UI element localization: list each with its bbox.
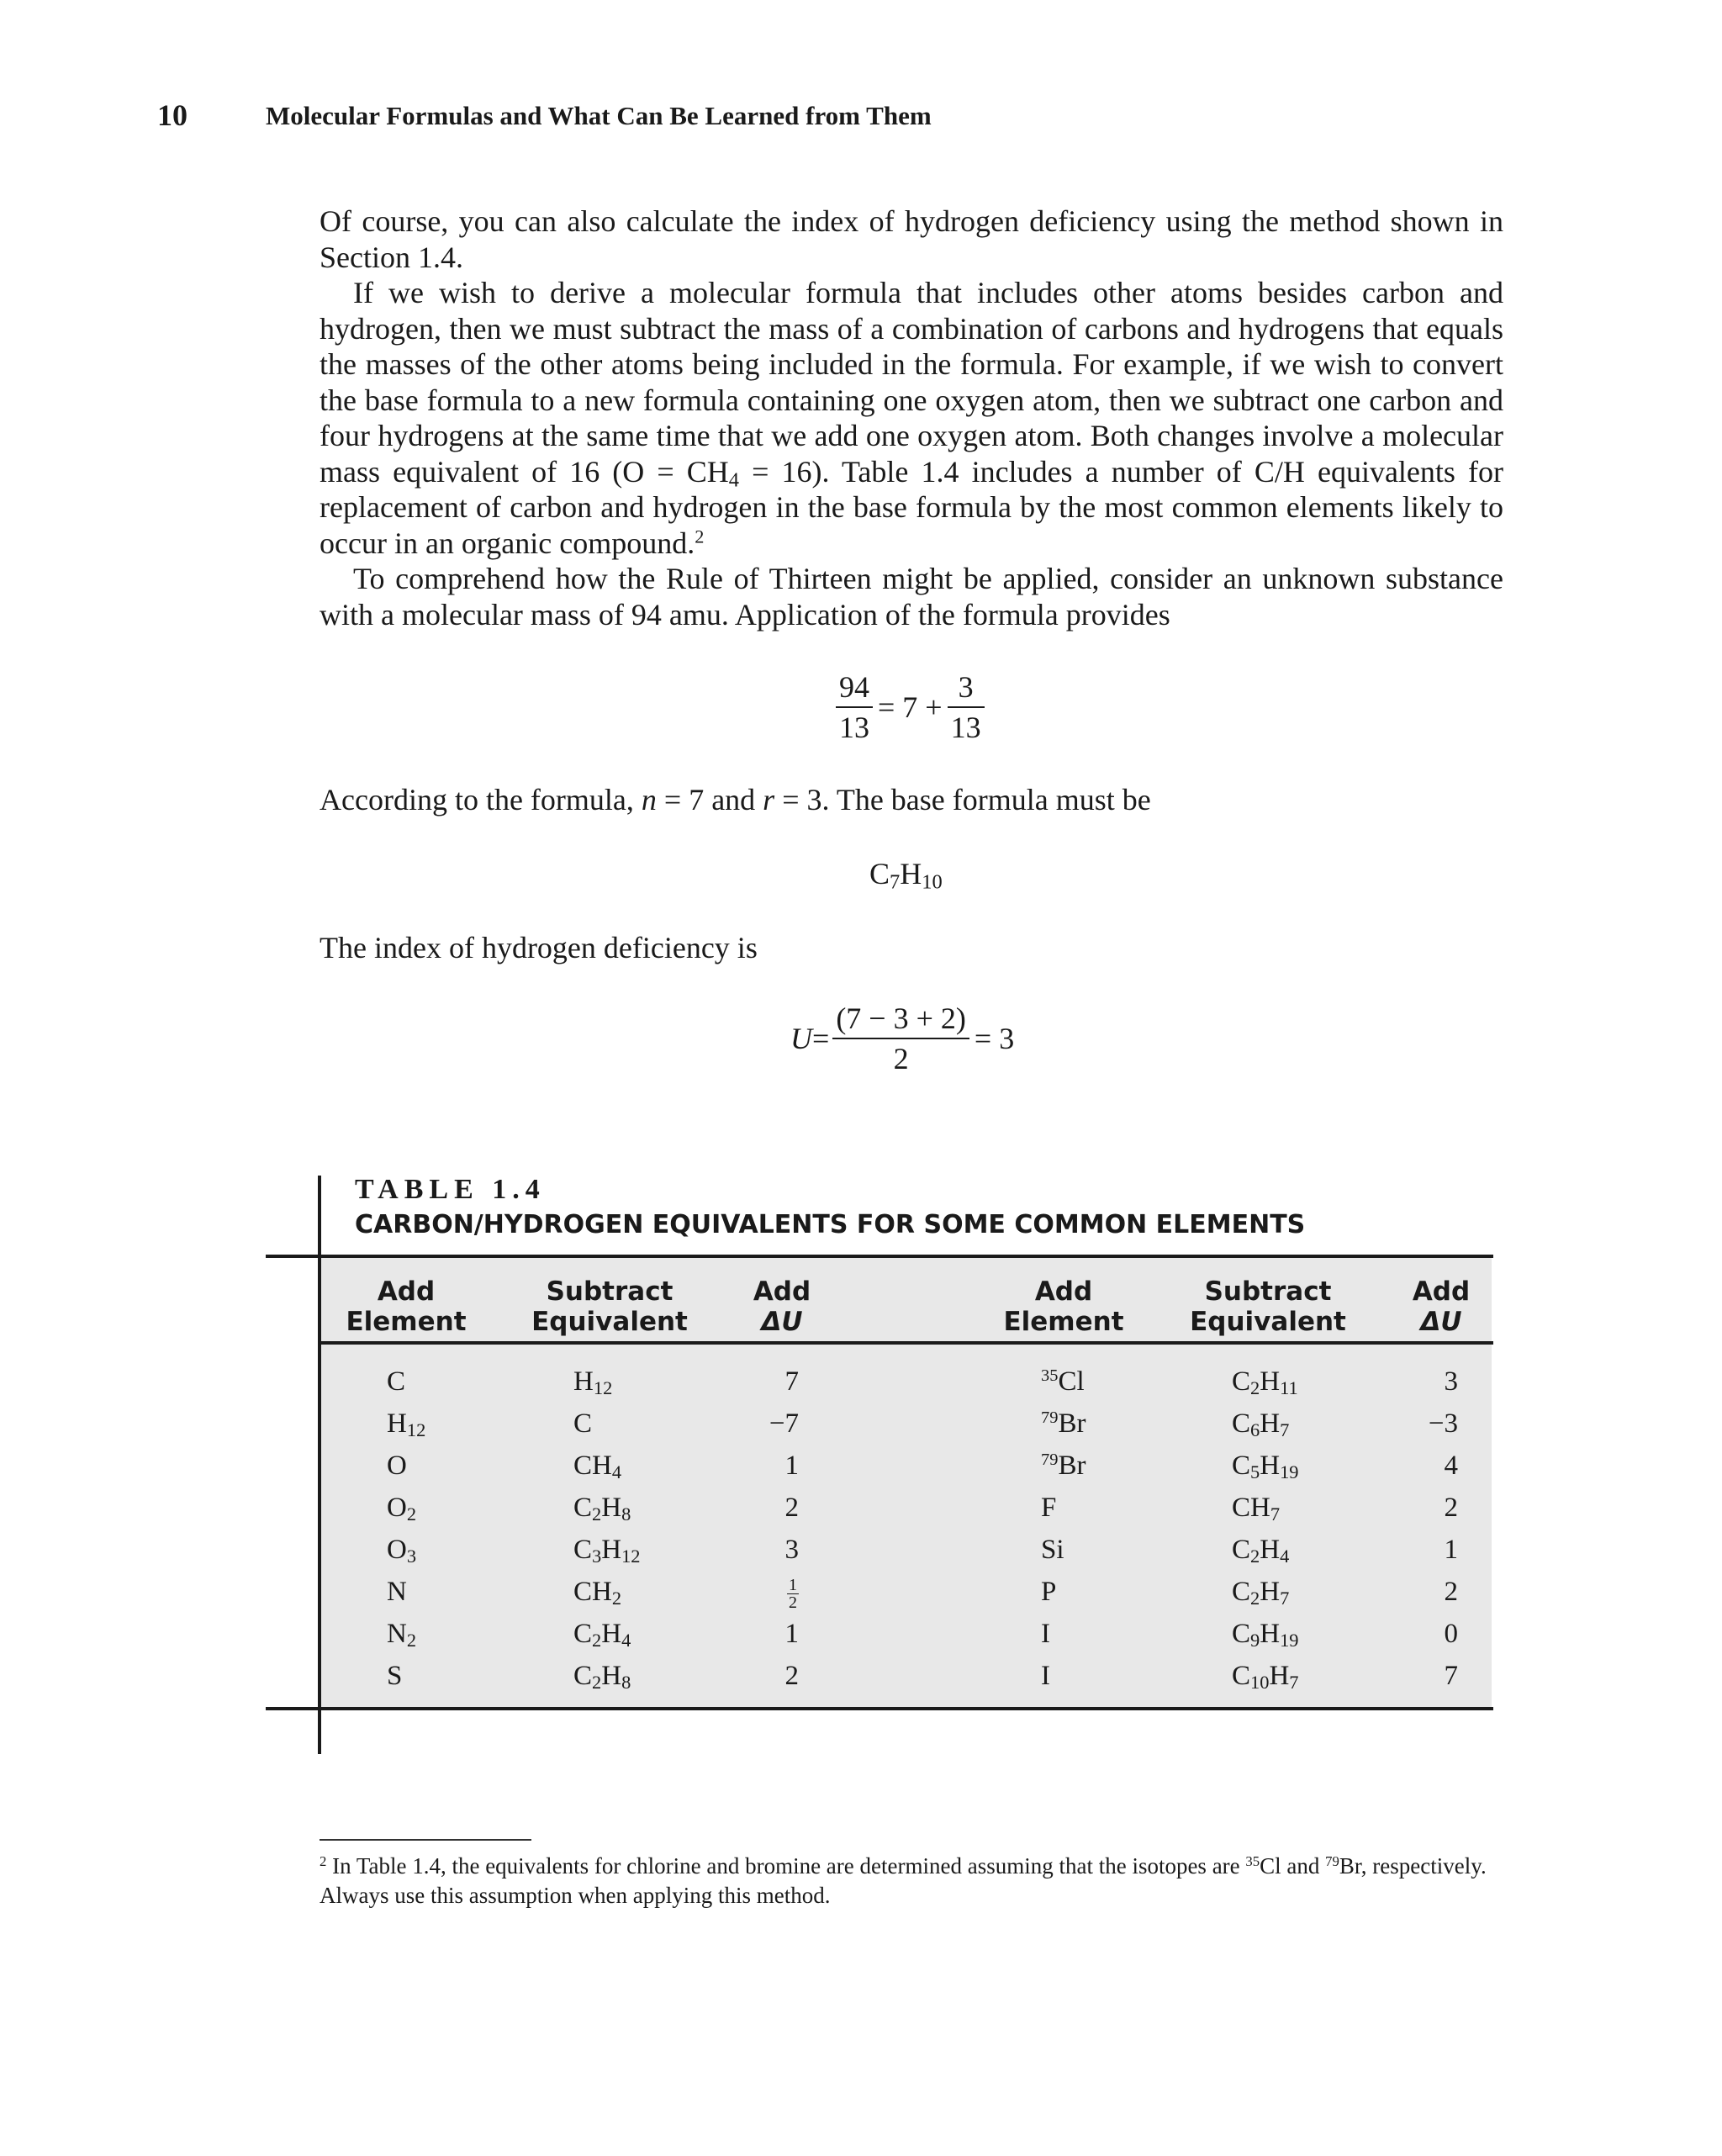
cell-add-element bbox=[387, 1619, 416, 1650]
equivalent-part: H bbox=[573, 1366, 594, 1397]
eq1-middle: = 7 + bbox=[878, 690, 943, 724]
cell-delta-u bbox=[732, 1619, 799, 1650]
element-symbol: I bbox=[1041, 1661, 1050, 1691]
equivalent-part: C bbox=[1232, 1619, 1251, 1649]
equivalent-part: C bbox=[573, 1535, 593, 1565]
equivalent-subscript: 6 bbox=[1250, 1419, 1260, 1440]
cell-subtract-equivalent bbox=[573, 1493, 631, 1524]
footnote-rule bbox=[320, 1839, 531, 1841]
element-symbol: I bbox=[1041, 1619, 1050, 1649]
table-number: TABLE 1.4 bbox=[355, 1174, 546, 1205]
cell-delta-u bbox=[732, 1535, 799, 1566]
body-text bbox=[320, 203, 1503, 632]
equivalent-part: C bbox=[1232, 1408, 1251, 1439]
cell-add-element bbox=[387, 1493, 416, 1524]
element-symbol: F bbox=[1041, 1493, 1057, 1523]
isotope-mass: 35 bbox=[1041, 1366, 1059, 1385]
cell-add-element bbox=[387, 1366, 405, 1398]
cell-delta-u bbox=[1391, 1577, 1458, 1608]
element-symbol: Br bbox=[1058, 1451, 1086, 1481]
equivalent-subscript: 5 bbox=[1250, 1461, 1260, 1482]
cell-delta-u bbox=[1391, 1493, 1458, 1524]
delta-u-value: 7 bbox=[1444, 1661, 1458, 1691]
equivalent-subscript: 19 bbox=[1280, 1629, 1299, 1651]
delta-u-value: 7 bbox=[784, 1366, 799, 1397]
cell-subtract-equivalent bbox=[573, 1408, 592, 1440]
equivalent-part: C bbox=[1232, 1535, 1251, 1565]
element-symbol: H bbox=[387, 1408, 407, 1439]
col-header-du-right: Add ΔU bbox=[1412, 1276, 1471, 1337]
according-line: According to the formula, n = 7 and r = 3. The base formula must be bbox=[320, 783, 1151, 816]
cell-subtract-equivalent bbox=[573, 1619, 631, 1650]
fraction-u: $\frac{(7 - 3 + 2)}{2}$ bbox=[832, 1001, 969, 1076]
element-symbol: P bbox=[1041, 1577, 1057, 1607]
cell-subtract-equivalent bbox=[1232, 1661, 1299, 1692]
fraction-denominator: 2 bbox=[789, 1593, 797, 1612]
footnote: $^2$ In Table 1.4, the equivalents for chlorine and bromine are determined assuming that the isotopes are $^{35}$Cl and $^{79}$Br, respectively. Always use this assumption when applying this method. bbox=[320, 1852, 1487, 1908]
cell-add-element bbox=[1041, 1577, 1056, 1608]
cell-subtract-equivalent bbox=[573, 1535, 641, 1566]
cell-delta-u bbox=[732, 1661, 799, 1692]
element-symbol: C bbox=[387, 1366, 406, 1397]
equivalent-part: CH bbox=[573, 1451, 612, 1481]
delta-u-value: 1 bbox=[784, 1619, 799, 1649]
equivalent-subscript: 12 bbox=[621, 1545, 641, 1567]
paragraph-2: If we wish to derive a molecular formula that includes other atoms besides carbon and hydrogen, then we must subtract the mass of a combination of carbons and hydrogens that equals the masses of the other atoms being included in the formula. For example, if we wish to convert the base formula to a new formula containing one oxygen atom, then we subtract one carbon and four hydrogens at the same time that we add one oxygen atom. Both changes involve a molecular mass equivalent of 16 $(O = CH_4 = 16)$. Table 1.4 includes a number of C/H equivalents for replacement of carbon and hydrogen in the base formula by the most common elements likely to occur in an organic compound.$^2$ bbox=[320, 276, 1503, 560]
col-header-add-element-right: Add Element bbox=[1003, 1276, 1124, 1337]
element-symbol: S bbox=[387, 1661, 403, 1691]
index-line: The index of hydrogen deficiency is bbox=[320, 931, 758, 964]
delta-u-value: 0 bbox=[1444, 1619, 1458, 1649]
equivalent-part: C bbox=[573, 1408, 593, 1439]
table-bottom-rule bbox=[266, 1707, 1493, 1710]
col-header-subtract-right: Subtract Equivalent bbox=[1190, 1276, 1346, 1337]
equivalent-part: H bbox=[1260, 1451, 1281, 1481]
element-symbol: Cl bbox=[1058, 1366, 1085, 1397]
fraction-one-half bbox=[787, 1577, 799, 1611]
cell-add-element bbox=[1041, 1661, 1050, 1692]
cell-subtract-equivalent bbox=[1232, 1451, 1299, 1482]
cell-delta-u bbox=[1391, 1366, 1458, 1398]
delta-u-value: 4 bbox=[1444, 1451, 1458, 1481]
isotope-mass: 79 bbox=[1041, 1408, 1059, 1427]
element-symbol: N bbox=[387, 1619, 407, 1649]
running-title: Molecular Formulas and What Can Be Learned from Them bbox=[266, 101, 932, 130]
equivalent-part: C bbox=[1232, 1366, 1251, 1397]
equivalent-subscript: 2 bbox=[592, 1629, 602, 1651]
cell-delta-u bbox=[732, 1408, 799, 1440]
element-subscript: 2 bbox=[406, 1503, 417, 1525]
cell-add-element bbox=[1041, 1451, 1085, 1482]
cell-delta-u bbox=[1391, 1451, 1458, 1482]
equivalent-part: H bbox=[601, 1493, 622, 1523]
page-number: 10 bbox=[157, 98, 188, 132]
cell-delta-u bbox=[1391, 1535, 1458, 1566]
element-symbol: Si bbox=[1041, 1535, 1064, 1565]
equivalent-subscript: 3 bbox=[592, 1545, 602, 1567]
equivalent-subscript: 9 bbox=[1250, 1629, 1260, 1651]
paragraph-1: Of course, you can also calculate the index of hydrogen deficiency using the method shown in Section 1.4. bbox=[320, 204, 1503, 274]
delta-u-value: 1 bbox=[784, 1451, 799, 1481]
equivalent-subscript: 8 bbox=[621, 1671, 631, 1693]
col-header-add-element-left: Add Element bbox=[346, 1276, 467, 1337]
equivalent-part: H bbox=[601, 1535, 622, 1565]
u-symbol: U bbox=[790, 1022, 812, 1055]
delta-u-value: −3 bbox=[1428, 1408, 1458, 1439]
element-subscript: 2 bbox=[406, 1629, 417, 1651]
col-header-subtract-left: Subtract Equivalent bbox=[531, 1276, 688, 1337]
paragraph-3: To comprehend how the Rule of Thirteen might be applied, consider an unknown substance with a molecular mass of 94 amu. Application of the formula provides bbox=[320, 562, 1503, 631]
fraction-numerator: 1 bbox=[789, 1576, 797, 1594]
equivalent-part: C bbox=[573, 1661, 593, 1691]
element-symbol: O bbox=[387, 1535, 407, 1565]
equivalent-part: H bbox=[1260, 1366, 1281, 1397]
equivalent-part: C bbox=[1232, 1661, 1251, 1691]
equivalent-part: H bbox=[601, 1661, 622, 1691]
equation-u: U = $\frac{(7 - 3 + 2)}{2}$ = 3 bbox=[790, 1001, 1015, 1075]
delta-u-value: 2 bbox=[784, 1493, 799, 1523]
equivalent-subscript: 2 bbox=[592, 1671, 602, 1693]
equivalent-part: CH bbox=[573, 1577, 612, 1607]
equivalent-subscript: 7 bbox=[1280, 1419, 1290, 1440]
equivalent-subscript: 7 bbox=[1270, 1503, 1281, 1525]
cell-add-element bbox=[387, 1408, 425, 1440]
cell-add-element bbox=[1041, 1408, 1085, 1440]
equivalent-part: H bbox=[1260, 1577, 1281, 1607]
table-header-rule bbox=[320, 1341, 1493, 1345]
cell-delta-u bbox=[1391, 1661, 1458, 1692]
equivalent-subscript: 4 bbox=[611, 1461, 622, 1482]
equivalent-subscript: 2 bbox=[1250, 1377, 1260, 1398]
cell-add-element bbox=[1041, 1493, 1056, 1524]
cell-add-element bbox=[387, 1535, 416, 1566]
cell-subtract-equivalent bbox=[1232, 1535, 1289, 1566]
equivalent-subscript: 2 bbox=[611, 1587, 622, 1609]
cell-subtract-equivalent bbox=[1232, 1408, 1289, 1440]
equivalent-subscript: 7 bbox=[1289, 1671, 1299, 1693]
cell-delta-u bbox=[732, 1366, 799, 1398]
cell-subtract-equivalent bbox=[573, 1577, 621, 1608]
cell-add-element bbox=[1041, 1366, 1085, 1398]
equivalent-part: H bbox=[1260, 1535, 1281, 1565]
delta-u-value: 3 bbox=[784, 1535, 799, 1565]
equivalent-part: C bbox=[573, 1619, 593, 1649]
cell-subtract-equivalent bbox=[1232, 1366, 1298, 1398]
fraction-94-13: $\frac{94}{13}$ bbox=[836, 669, 873, 745]
equivalent-subscript: 2 bbox=[592, 1503, 602, 1525]
base-formula: $C_7H_{10}$ bbox=[869, 857, 943, 894]
element-symbol: O bbox=[387, 1493, 407, 1523]
delta-u-value: −7 bbox=[769, 1408, 799, 1439]
cell-add-element bbox=[387, 1577, 407, 1608]
cell-subtract-equivalent bbox=[1232, 1577, 1289, 1608]
element-symbol: Br bbox=[1058, 1408, 1086, 1439]
cell-add-element bbox=[1041, 1535, 1064, 1566]
cell-add-element bbox=[387, 1451, 407, 1482]
equivalent-subscript: 12 bbox=[593, 1377, 613, 1398]
equivalent-subscript: 11 bbox=[1280, 1377, 1298, 1398]
equivalent-subscript: 19 bbox=[1280, 1461, 1299, 1482]
delta-u-value: 1 bbox=[1444, 1535, 1458, 1565]
footnote-ref: 2 bbox=[695, 526, 705, 547]
equivalent-part: C bbox=[1232, 1577, 1251, 1607]
equivalent-subscript: 2 bbox=[1250, 1545, 1260, 1567]
equivalent-part: H bbox=[1260, 1619, 1281, 1649]
cell-subtract-equivalent bbox=[1232, 1493, 1280, 1524]
delta-u-value: 2 bbox=[1444, 1493, 1458, 1523]
cell-subtract-equivalent bbox=[573, 1451, 621, 1482]
equivalent-part: C bbox=[1232, 1451, 1251, 1481]
equivalent-part: CH bbox=[1232, 1493, 1270, 1523]
equivalent-part: H bbox=[601, 1619, 622, 1649]
delta-u-value: 2 bbox=[1444, 1577, 1458, 1607]
equivalent-subscript: 2 bbox=[1250, 1587, 1260, 1609]
table-title: CARBON/HYDROGEN EQUIVALENTS FOR SOME COMMON ELEMENTS bbox=[355, 1210, 1306, 1239]
equivalent-subscript: 4 bbox=[621, 1629, 631, 1651]
cell-delta-u bbox=[732, 1577, 799, 1611]
element-symbol: N bbox=[387, 1577, 407, 1607]
equivalent-part: H bbox=[1260, 1408, 1281, 1439]
element-subscript: 12 bbox=[406, 1419, 426, 1440]
cell-subtract-equivalent bbox=[1232, 1619, 1299, 1650]
delta-u-value: 2 bbox=[784, 1661, 799, 1691]
cell-add-element bbox=[387, 1661, 402, 1692]
cell-delta-u bbox=[732, 1451, 799, 1482]
equivalent-subscript: 8 bbox=[621, 1503, 631, 1525]
table-top-rule bbox=[266, 1255, 1493, 1258]
element-subscript: 3 bbox=[406, 1545, 417, 1567]
equivalent-subscript: 10 bbox=[1250, 1671, 1270, 1693]
equivalent-subscript: 4 bbox=[1280, 1545, 1290, 1567]
equivalent-part: C bbox=[573, 1493, 593, 1523]
fraction-3-13: $\frac{3}{13}$ bbox=[948, 669, 985, 745]
cell-delta-u bbox=[1391, 1408, 1458, 1440]
isotope-mass: 79 bbox=[1041, 1450, 1059, 1469]
delta-u-value: 3 bbox=[1444, 1366, 1458, 1397]
cell-add-element bbox=[1041, 1619, 1050, 1650]
col-header-du-left: Add ΔU bbox=[753, 1276, 811, 1337]
cell-delta-u bbox=[1391, 1619, 1458, 1650]
cell-subtract-equivalent bbox=[573, 1366, 612, 1398]
equivalent-subscript: 7 bbox=[1280, 1587, 1290, 1609]
cell-delta-u bbox=[732, 1493, 799, 1524]
cell-subtract-equivalent bbox=[573, 1661, 631, 1692]
element-symbol: O bbox=[387, 1451, 407, 1481]
equivalent-part: H bbox=[1269, 1661, 1290, 1691]
equation-rule-of-thirteen bbox=[836, 669, 985, 745]
